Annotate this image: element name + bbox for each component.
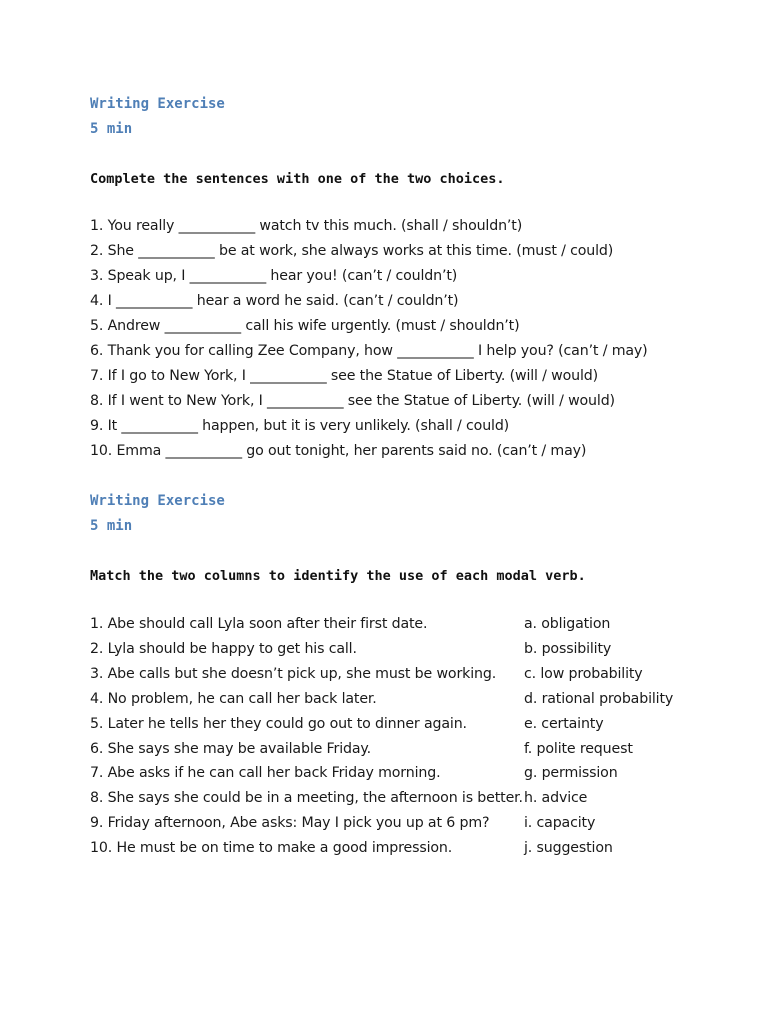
sentence-item: 4. I ___________ hear a word he said. (can’t / couldn’t)	[90, 293, 459, 309]
section2-duration: 5 min	[90, 518, 133, 534]
sentence-item: 5. Andrew ___________ call his wife urgently. (must / shouldn’t)	[90, 318, 520, 334]
spacer	[90, 540, 730, 565]
matching-sentence: 9. Friday afternoon, Abe asks: May I pick you up at 6 pm?	[90, 815, 490, 832]
matching-sentence: 1. Abe should call Lyla soon after their first date.	[90, 616, 428, 632]
section2-instruction: Match the two columns to identify the use of each modal verb.	[90, 568, 586, 584]
matching-use: i. capacity	[524, 815, 596, 832]
matching-row	[90, 637, 730, 662]
matching-sentence: 5. Later he tells her they could go out to dinner again.	[90, 715, 467, 732]
matching-table	[90, 612, 730, 861]
matching-use: d. rational probability	[524, 690, 674, 707]
sentence-item: 10. Emma ___________ go out tonight, her parents said no. (can’t / may)	[90, 443, 587, 459]
matching-row	[90, 712, 730, 737]
matching-sentence: 8. She says she could be in a meeting, the afternoon is better.	[90, 790, 523, 807]
matching-use: j. suggestion	[524, 840, 613, 857]
matching-use: e. certainty	[524, 715, 604, 732]
matching-row	[90, 836, 730, 861]
matching-sentence: 4. No problem, he can call her back later.	[90, 690, 377, 707]
section1-title: Writing Exercise	[90, 96, 225, 112]
section2-title: Writing Exercise	[90, 493, 225, 509]
sentence-item: 2. She ___________ be at work, she always works at this time. (must / could)	[90, 243, 614, 259]
matching-use: g. permission	[524, 765, 618, 782]
matching-use: h. advice	[524, 790, 588, 807]
matching-sentence: 2. Lyla should be happy to get his call.	[90, 640, 357, 657]
spacer	[90, 465, 730, 490]
matching-row	[90, 612, 730, 637]
sentence-item: 6. Thank you for calling Zee Company, how ___________ I help you? (can’t / may)	[90, 343, 648, 359]
matching-use: f. polite request	[524, 740, 633, 757]
matching-sentence: 7. Abe asks if he can call her back Friday morning.	[90, 765, 441, 782]
sentence-list	[90, 215, 730, 465]
matching-row	[90, 786, 730, 811]
spacer	[90, 190, 730, 215]
matching-row	[90, 662, 730, 687]
matching-sentence: 10. He must be on time to make a good impression.	[90, 840, 453, 857]
section1-duration: 5 min	[90, 121, 133, 137]
worksheet-page	[90, 93, 730, 861]
sentence-item: 9. It ___________ happen, but it is very unlikely. (shall / could)	[90, 418, 510, 434]
matching-row	[90, 761, 730, 786]
section1-instruction: Complete the sentences with one of the two choices.	[90, 171, 505, 187]
matching-row	[90, 811, 730, 836]
matching-row	[90, 687, 730, 712]
matching-row	[90, 737, 730, 762]
matching-use: c. low probability	[524, 665, 643, 682]
spacer	[90, 143, 730, 168]
matching-sentence: 6. She says she may be available Friday.	[90, 740, 371, 757]
sentence-item: 8. If I went to New York, I ___________ see the Statue of Liberty. (will / would)	[90, 393, 615, 409]
spacer	[90, 587, 730, 612]
matching-use: a. obligation	[524, 616, 611, 632]
sentence-item: 7. If I go to New York, I ___________ see the Statue of Liberty. (will / would)	[90, 368, 599, 384]
matching-sentence: 3. Abe calls but she doesn’t pick up, she must be working.	[90, 665, 497, 682]
matching-use: b. possibility	[524, 640, 612, 657]
sentence-item: 3. Speak up, I ___________ hear you! (can’t / couldn’t)	[90, 268, 458, 284]
sentence-item: 1. You really ___________ watch tv this much. (shall / shouldn’t)	[90, 218, 523, 234]
